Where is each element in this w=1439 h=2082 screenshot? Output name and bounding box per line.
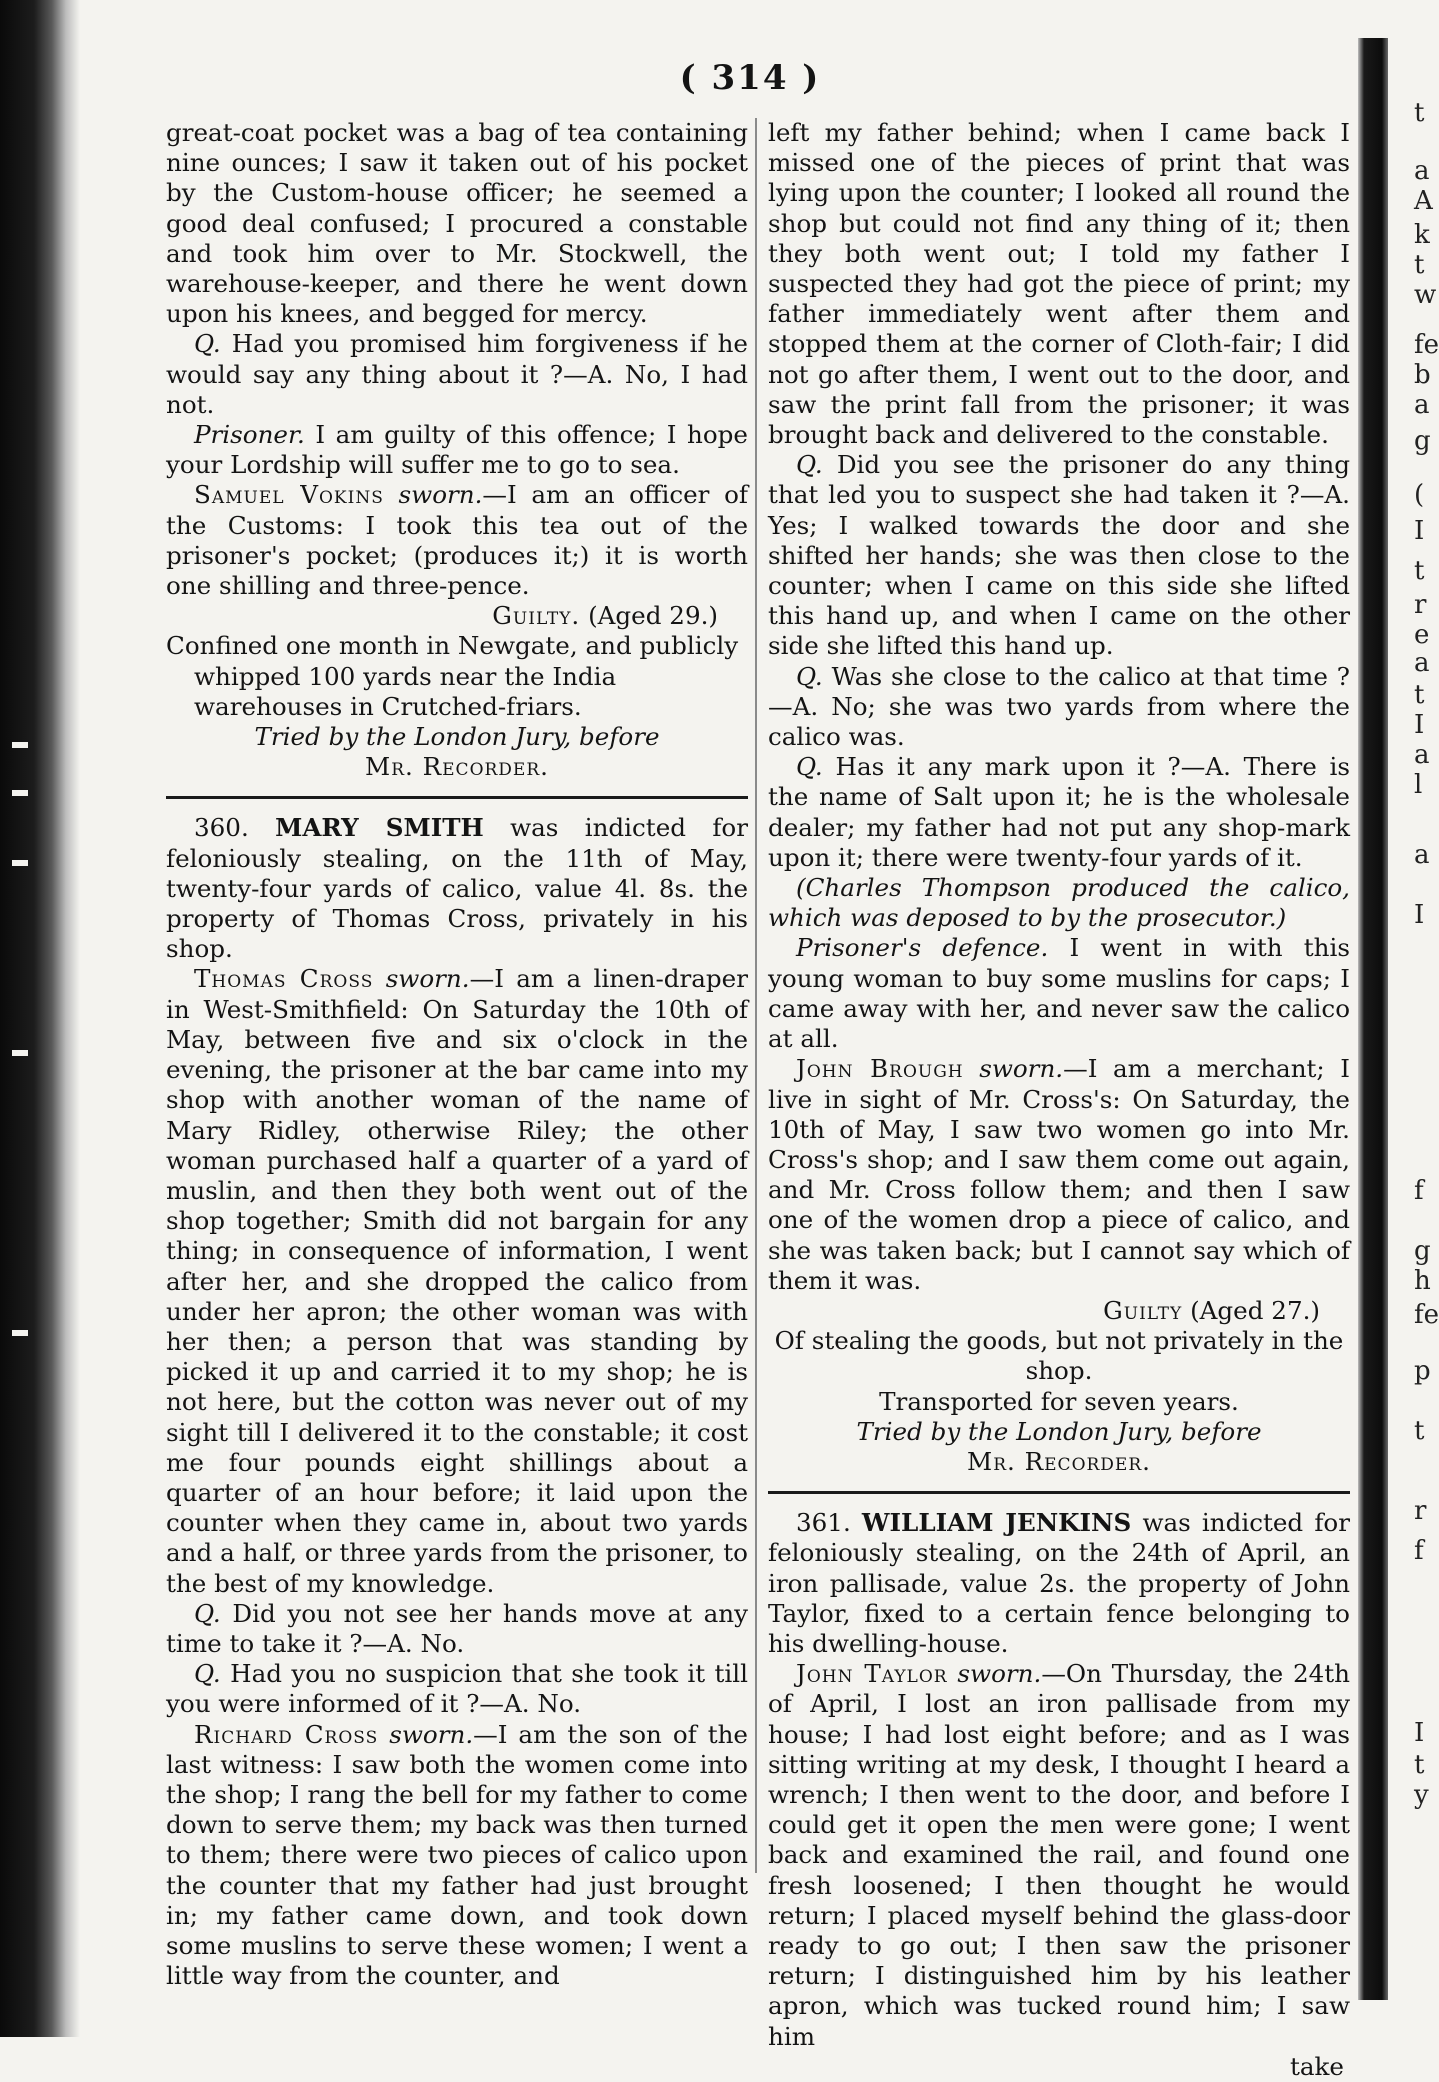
verdict: Guilty. (Aged 29.): [492, 601, 718, 631]
edge-fragment: fe: [1414, 1300, 1439, 1330]
question: Q. Did you see the prisoner do any thing that led you to suspect she had taken it ?—A. Yes; I walked towards the door and she shifted her hands; she was then close to the counter; when I came on this side she lifted this hand up, and when I came on the other side she lifted this hand up.: [768, 450, 1350, 661]
edge-fragment: f: [1414, 1176, 1424, 1206]
case-separator-rule: [166, 796, 748, 799]
scan-artifact: [12, 742, 28, 748]
edge-fragment: A: [1414, 186, 1433, 216]
sentence: Transported for seven years.: [879, 1386, 1239, 1416]
paragraph: left my father behind; when I came back I missed one of the pieces of print that was lying upon the counter; I looked all round the shop but could not find any thing of it; then they both went out; I told my father I suspected they had got the piece of print; my father immediately went after them and stopped them at the corner of Cloth-fair; I did not go after them, I went out to the door, and saw the print fall from the prisoner; it was brought back and delivered to the constable.: [768, 118, 1350, 450]
scan-binding-bar: [1358, 38, 1388, 2000]
edge-fragment: g: [1414, 426, 1431, 456]
witness-testimony: John Taylor sworn.—On Thursday, the 24th of April, I lost an iron pallisade from my house; I had lost eight before; and as I was sitting writing at my desk, I thought I heard a wrench; I then went to the door, and before I could get it open the men were gone; I went back and examined the rail, and found one fresh loosened; I then thought he would return; I placed myself behind the glass-door ready to go out; I then saw the prisoner return; I distinguished him by his leather apron, which was tucked round him; I saw him: [768, 1659, 1350, 2051]
judge: Mr. Recorder.: [967, 1446, 1151, 1476]
edge-fragment: t: [1414, 98, 1425, 128]
prisoner-statement: Prisoner. I am guilty of this offence; I hope your Lordship will suffer me to go to sea.: [166, 420, 748, 480]
edge-fragment: f: [1414, 1536, 1424, 1566]
edge-fragment: a: [1414, 648, 1430, 678]
edge-fragment: t: [1414, 1416, 1425, 1446]
edge-fragment: fe: [1414, 330, 1439, 360]
catchword: take: [1289, 2051, 1344, 2081]
case-separator-rule: [768, 1491, 1350, 1494]
scan-right-edge: [1358, 0, 1439, 2037]
judge: Mr. Recorder.: [365, 752, 549, 782]
edge-fragment: I: [1414, 516, 1425, 546]
edge-fragment: t: [1414, 556, 1425, 586]
column-divider: [755, 118, 757, 1873]
right-column: [768, 118, 1350, 2082]
edge-fragment: b: [1414, 360, 1431, 390]
edge-fragment: (: [1414, 480, 1425, 510]
witness-testimony: Thomas Cross sworn.—I am a linen-draper in West-Smithfield: On Saturday the 10th of May, between five and six o'clock in the evening, the prisoner at the bar came into my shop with another woman of the name of Mary Ridley, otherwise Riley; the other woman purchased half a quarter of a yard of muslin, and then they both went out of the shop together; Smith did not bargain for any thing; in consequence of information, I went after her, and she dropped the calico from under her apron; the other woman was with her then; a person that was standing by picked it up and carried it to my shop; he is not here, but the cotton was never out of my sight till I delivered it to the constable; it cost me four pounds eight shillings about a quarter of an hour before; it laid upon the counter when they came in, about two yards and a half, or three yards from the prisoner, to the best of my knowledge.: [166, 964, 748, 1598]
edge-fragment: r: [1414, 1496, 1427, 1526]
left-column: [166, 118, 748, 1991]
edge-fragment: I: [1414, 900, 1425, 930]
edge-fragment: y: [1414, 1780, 1429, 1810]
edge-fragment: t: [1414, 1750, 1425, 1780]
witness-testimony: Richard Cross sworn.—I am the son of the last witness: I saw both the women come into the shop; I rang the bell for my father to come down to serve them; my back was then turned to them; there were two pieces of calico upon the counter that my father had just brought in; my father came down, and took down some muslins to serve these women; I went a little way from the counter, and: [166, 1719, 748, 1991]
edge-fragment: a: [1414, 740, 1430, 770]
edge-fragment: t: [1414, 250, 1425, 280]
edge-fragment: h: [1414, 1266, 1431, 1296]
paragraph: great-coat pocket was a bag of tea containing nine ounces; I saw it taken out of his pocket by the Custom-house officer; he seemed a good deal confused; I procured a constable and took him over to Mr. Stockwell, the warehouse-keeper, and there he went down upon his knees, and begged for mercy.: [166, 118, 748, 329]
scan-artifact: [12, 1050, 28, 1056]
question: Q. Had you promised him forgiveness if he would say any thing about it ?—A. No, I had not.: [166, 329, 748, 419]
edge-fragment: t: [1414, 680, 1425, 710]
edge-fragment: e: [1414, 620, 1430, 650]
question: Q. Did you not see her hands move at any time to take it ?—A. No.: [166, 1598, 748, 1658]
question: Q. Has it any mark upon it ?—A. There is the name of Salt upon it; he is the wholesale dealer; my father had not put any shop-mark upon it; there were twenty-four yards of it.: [768, 752, 1350, 872]
edge-fragment: p: [1414, 1356, 1431, 1386]
edge-fragment: g: [1414, 1236, 1431, 1266]
tried-by: Tried by the London Jury, before: [856, 1416, 1262, 1446]
sentence: Of stealing the goods, but not privately in the shop.: [774, 1326, 1344, 1386]
witness-testimony: Samuel Vokins sworn.—I am an officer of the Customs: I took this tea out of the prisoner's pocket; (produces it;) it is worth one shilling and three-pence.: [166, 480, 748, 601]
tried-by: Tried by the London Jury, before: [254, 722, 660, 752]
edge-fragment: I: [1414, 1718, 1425, 1748]
witness-testimony: John Brough sworn.—I am a merchant; I live in sight of Mr. Cross's: On Saturday, the 10th of May, I saw two women go into Mr. Cross's shop; and I saw them come out again, and Mr. Cross follow them; and then I saw one of the women drop a piece of calico, and she was taken back; but I cannot say which of them it was.: [768, 1054, 1350, 1295]
scan-left-binding-edge: [0, 0, 80, 2037]
edge-fragment: r: [1414, 590, 1427, 620]
scan-artifact: [12, 860, 28, 866]
page-number: ( 314 ): [679, 58, 821, 98]
court-note: (Charles Thompson produced the calico, which was deposed to by the prosecutor.): [768, 873, 1350, 933]
edge-fragment: a: [1414, 390, 1430, 420]
question: Q. Had you no suspicion that she took it till you were informed of it ?—A. No.: [166, 1659, 748, 1719]
edge-fragment: a: [1414, 840, 1430, 870]
verdict: Guilty (Aged 27.): [1103, 1295, 1320, 1325]
edge-fragment: a: [1414, 156, 1430, 186]
prisoner-defence: Prisoner's defence. I went in with this young woman to buy some muslins for caps; I came away with her, and never saw the calico at all.: [768, 933, 1350, 1054]
case-heading: 360. MARY SMITH was indicted for feloniously stealing, on the 11th of May, twenty-four yards of calico, value 4l. 8s. the property of Thomas Cross, privately in his shop.: [166, 813, 748, 964]
case-heading: 361. WILLIAM JENKINS was indicted for feloniously stealing, on the 24th of April, an iron pallisade, value 2s. the property of John Taylor, fixed to a certain fence belonging to his dwelling-house.: [768, 1508, 1350, 1658]
sentence: Confined one month in Newgate, and publicly whipped 100 yards near the India warehouses in Crutched-friars.: [166, 631, 739, 721]
scan-artifact: [12, 1330, 28, 1336]
edge-fragment: w: [1414, 280, 1437, 310]
edge-fragment: I: [1414, 710, 1425, 740]
edge-fragment: l: [1414, 770, 1423, 800]
question: Q. Was she close to the calico at that time ?—A. No; she was two yards from where the calico was.: [768, 661, 1350, 752]
edge-fragment: k: [1414, 220, 1430, 250]
scan-artifact: [12, 790, 28, 796]
